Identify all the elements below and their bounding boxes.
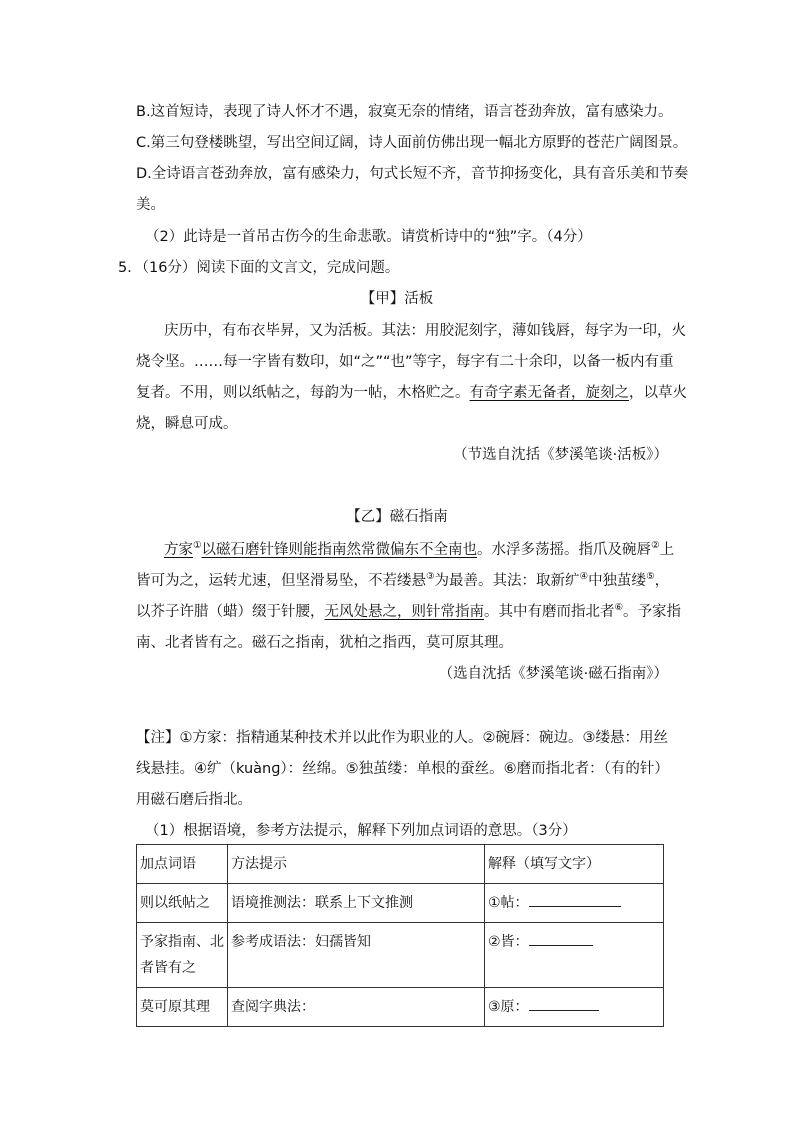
table-cell-answer	[485, 988, 664, 1027]
passage-jia-line4: 烧，瞬息可成。	[136, 416, 238, 432]
underlined-sentence-yi-part2: 以磁石磨针锋则能指南然常微偏东不全南也	[201, 542, 478, 558]
passage-yi-line1	[164, 540, 674, 560]
passage-jia-title: 【甲】活板	[360, 291, 434, 307]
table-cell-word: 则以纸帖之	[137, 884, 228, 923]
note-marker-3: ③	[426, 571, 435, 583]
answer-label-2: ②皆：	[488, 934, 529, 950]
passage-jia-line3-text: 复者。不用，则以纸帖之，每韵为一帖，木格贮之。	[136, 385, 470, 401]
underlined-sentence-yi-2: 无风处悬之，则针常指南	[324, 604, 484, 620]
passage-jia-line3	[136, 383, 687, 403]
note-marker-5: ⑤	[646, 571, 655, 583]
passage-jia-source: （节选自沈括《梦溪笔谈·活板》）	[453, 447, 668, 463]
table-header-row	[137, 845, 664, 884]
passage-yi-line3-c: 。予家指	[623, 604, 682, 620]
note-marker-4: ④	[579, 571, 589, 583]
passage-yi-line2-a: 皆可为之，运转尤速，但坚滑易坠，不若缕悬	[136, 573, 426, 589]
passage-jia-line1: 庆历中，有布衣毕昇，又为活板。其法：用胶泥刻字，薄如钱唇，每字为一印，火	[164, 323, 686, 339]
table-cell-method: 查阅字典法：	[228, 988, 485, 1027]
note-marker-6: ⑥	[614, 602, 624, 614]
answer-blank-1[interactable]	[529, 892, 621, 907]
passage-yi-source: （选自沈括《梦溪笔谈·磁石指南》）	[438, 666, 668, 682]
option-d-line1: D.全诗语言苍劲奔放，富有感染力，句式长短不齐，音节抑扬变化，具有音乐美和节奏	[136, 166, 689, 182]
passage-yi-line2-c: 中独茧缕	[588, 573, 647, 589]
table-header-method: 方法提示	[228, 845, 485, 884]
passage-yi-line3-a: 以芥子许腊（蜡）缀于针腰，	[136, 604, 325, 620]
option-c: C.第三句登楼眺望，写出空间辽阔，诗人面前仿佛出现一幅北方原野的苍茫广阔图景。	[136, 135, 688, 151]
option-d-line2: 美。	[136, 197, 165, 213]
passage-yi-line2	[136, 571, 669, 591]
passage-yi-line2-b: 为最善。其法：取新纩	[434, 573, 580, 589]
question-4-2: （2）此诗是一首吊古伤今的生命悲歌。请赏析诗中的“独”字。（4分）	[145, 229, 592, 245]
notes-line3: 用磁石磨后指北。	[136, 792, 252, 808]
answer-label-1: ①帖：	[488, 895, 529, 911]
table-cell-answer	[485, 923, 664, 988]
notes-line2: 线悬挂。④纩（kuànɡ）：丝绵。⑤独茧缕：单根的蚕丝。⑥磨而指北者：（有的针）	[136, 761, 669, 777]
notes-line1: 【注】①方家：指精通某种技术并以此作为职业的人。②碗唇：碗边。③缕悬：用丝	[136, 730, 668, 746]
table-row	[137, 923, 664, 988]
answer-blank-3[interactable]	[529, 996, 599, 1011]
table-cell-word: 予家指南、北者皆有之	[137, 923, 228, 988]
table-row	[137, 884, 664, 923]
passage-yi-line1-end: 上	[659, 542, 675, 558]
answer-blank-2[interactable]	[529, 931, 593, 946]
answer-label-3: ③原：	[488, 999, 529, 1015]
table-cell-word: 莫可原其理	[137, 988, 228, 1027]
table-cell-answer	[485, 884, 664, 923]
underlined-sentence-yi-part1: 方家	[164, 542, 193, 558]
option-b: B.这首短诗，表现了诗人怀才不遇，寂寞无奈的情绪，语言苍劲奔放，富有感染力。	[136, 104, 673, 120]
explanation-table	[136, 844, 664, 1027]
passage-jia-line3-end: ，以草火	[629, 385, 687, 401]
note-marker-2: ②	[651, 540, 660, 552]
question-5: 5．（16分）阅读下面的文言文，完成问题。	[118, 260, 400, 276]
underlined-sentence-jia: 有奇字素无备者，旋刻之	[469, 385, 629, 401]
table-cell-method: 参考成语法：妇孺皆知	[228, 923, 485, 988]
passage-yi-line4: 南、北者皆有之。磁石之指南，犹柏之指西，莫可原其理。	[136, 635, 513, 651]
passage-yi-line1-text: 。水浮多荡摇。指爪及碗唇	[477, 542, 652, 558]
table-header-word: 加点词语	[137, 845, 228, 884]
table-row	[137, 988, 664, 1027]
passage-yi-line2-d: ，	[654, 573, 670, 589]
passage-yi-line3-b: 。其中有磨而指北者	[484, 604, 615, 620]
passage-jia-line2: 烧令坚。……每一字皆有数印，如“之”“也”等字，每字有二十余印，以备一板内有重	[136, 354, 674, 370]
table-cell-method: 语境推测法：联系上下文推测	[228, 884, 485, 923]
passage-yi-line3	[136, 602, 681, 622]
question-5-1: （1）根据语境，参考方法提示，解释下列加点词语的意思。（3分）	[145, 823, 577, 839]
note-marker-1: ①	[193, 540, 202, 552]
table-header-answer: 解释（填写文字）	[485, 845, 664, 884]
passage-yi-title: 【乙】磁石指南	[346, 509, 448, 525]
